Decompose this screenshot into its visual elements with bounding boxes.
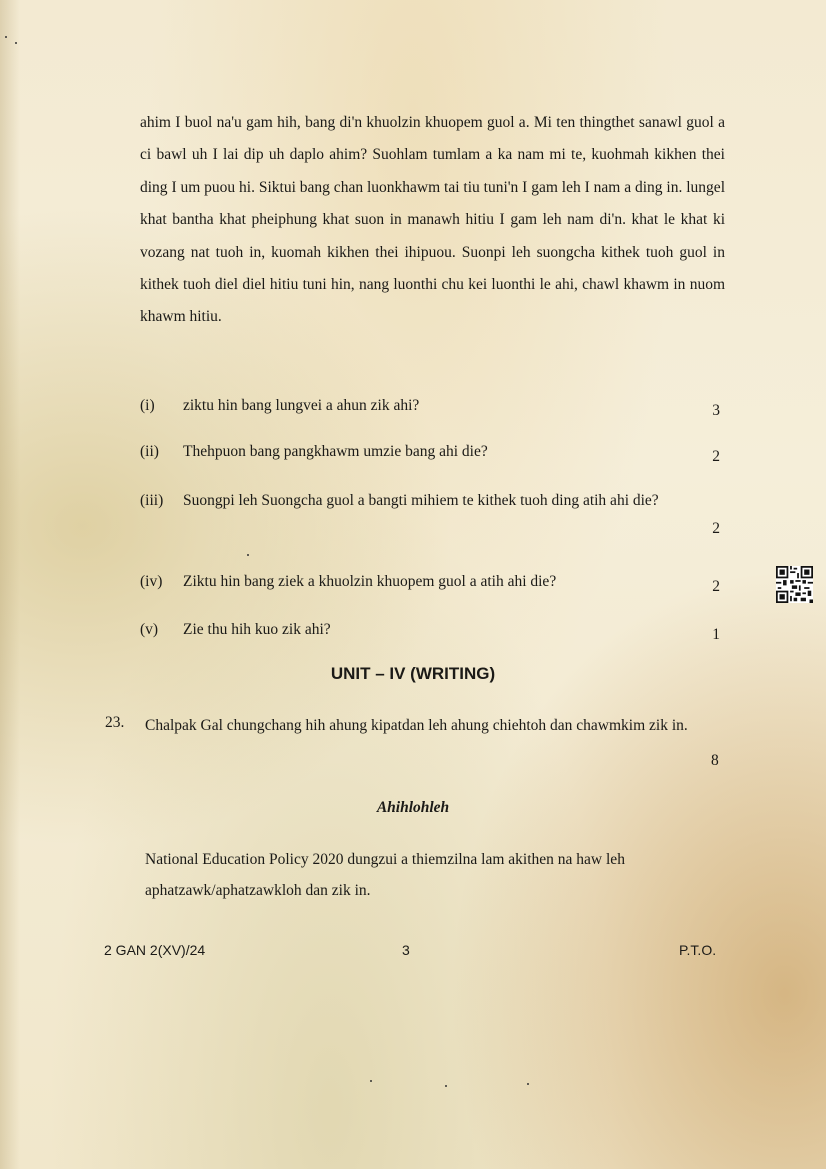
question-text: Suongpi leh Suongcha guol a bangti mihiem te kithek tuoh ding atih ahi die? (183, 492, 659, 509)
question-marks: 2 (712, 578, 720, 595)
qr-code-icon (776, 566, 813, 603)
question-text: Ziktu hin bang ziek a khuolzin khuopem guol a atih ahi die? (183, 573, 557, 590)
question-text: ziktu hin bang lungvei a ahun zik ahi? (183, 397, 420, 414)
question-marks: 3 (712, 402, 720, 419)
question-number: (v) (140, 621, 159, 638)
unit-heading: UNIT – IV (WRITING) (330, 664, 496, 683)
page-number: 3 (402, 942, 410, 958)
question-23-marks: 8 (711, 752, 719, 769)
alternative-topic: National Education Policy 2020 dungzui a thiemzilna lam akithen na haw leh aphatzawk/aphatzawkloh dan zik in. (145, 851, 625, 899)
question-23-text: Chalpak Gal chungchang hih ahung kipatdan leh ahung chiehtoh dan chawmkim zik in. (145, 717, 688, 734)
question-number: (ii) (140, 443, 159, 460)
question-number: (iii) (140, 492, 164, 509)
question-text: Thehpuon bang pangkhawm umzie bang ahi die? (183, 443, 488, 460)
question-marks: 2 (712, 448, 720, 465)
pto-label: P.T.O. (679, 942, 717, 958)
question-marks: 2 (712, 520, 720, 537)
question-23-number: 23. (105, 714, 125, 731)
passage-paragraph: ahim I buol na'u gam hih, bang di'n khuolzin khuopem guol a. Mi ten thingthet sanawl guol a ci bawl uh I lai dip uh daplo ahim? Suohlam tumlam a ka nam mi te, kuohmah kikhen thei ding I um puou hi. Siktui bang chan luonkhawm tai tiu tuni'n I gam leh I nam a ding in. lungel khat bantha khat pheiphung khat suon in manawh hitiu I gam leh nam di'n. khat le khat ki vozang nat tuoh in, kuomah kikhen thei ihipuou. Suonpi leh suongcha kithek tuoh guol in kithek tuoh diel diel hitiu tuni hin, nang luonthi chu kei luonthi le ahi, chawl khawm in nuom khawm hitiu. (140, 114, 725, 326)
question-text: Zie thu hih kuo zik ahi? (183, 621, 331, 638)
question-marks: 1 (712, 626, 720, 643)
paper-code: 2 GAN 2(XV)/24 (104, 942, 206, 958)
alternative-heading: Ahihlohleh (376, 799, 450, 816)
question-number: (i) (140, 397, 155, 414)
question-number: (iv) (140, 573, 163, 590)
